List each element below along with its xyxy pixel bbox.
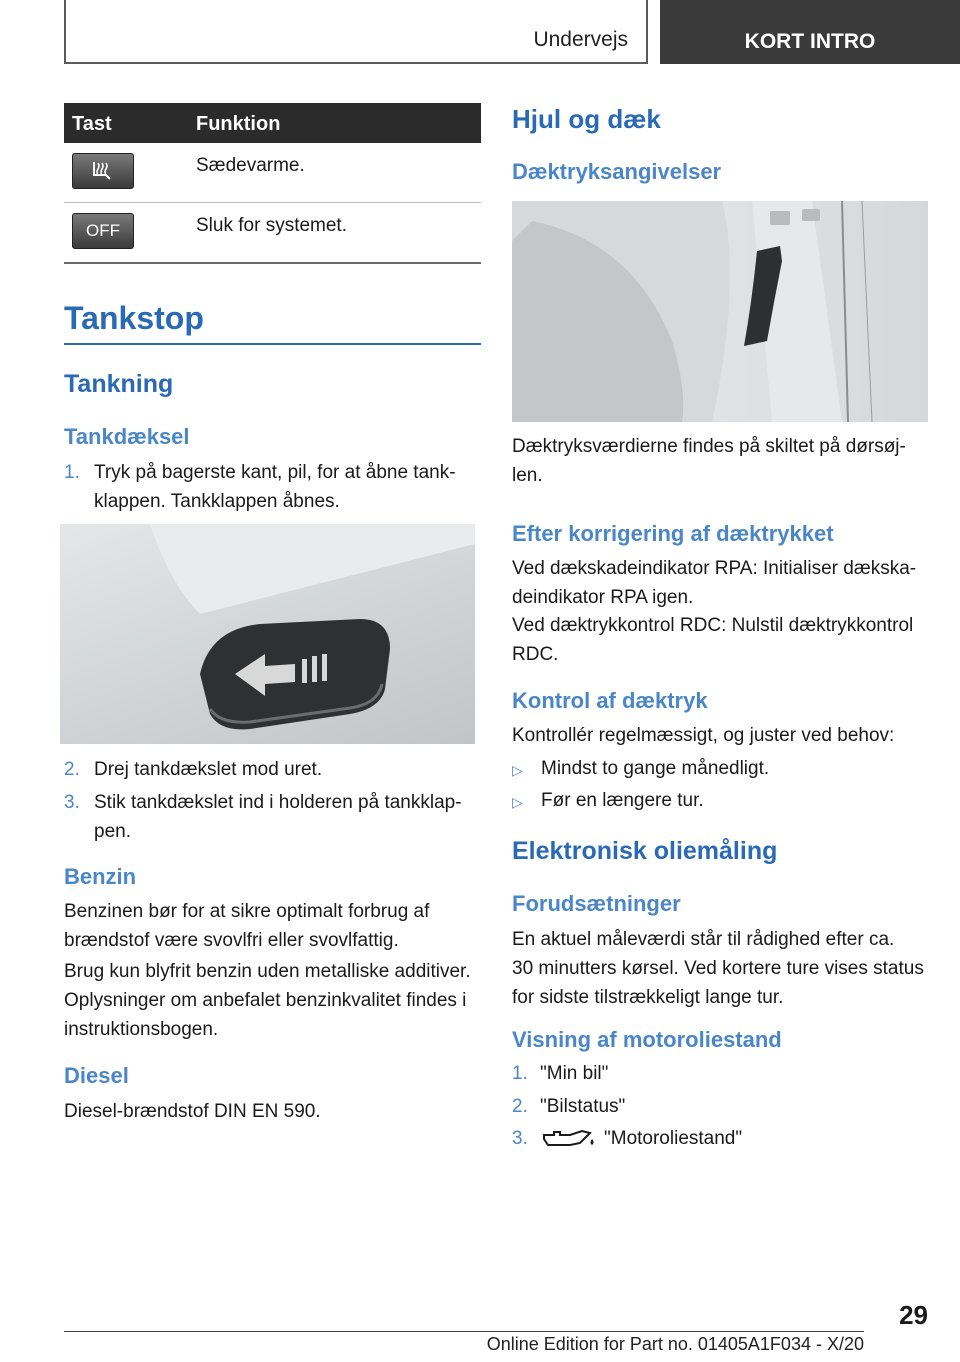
table-row bbox=[64, 203, 481, 264]
step-text: Tryk på bagerste kant, pil, for at åbne tank‐ bbox=[94, 462, 456, 483]
table-cell-function: Sædevarme. bbox=[196, 155, 305, 176]
step-text: pen. bbox=[94, 821, 131, 842]
text-line: Benzinen bør for at sikre optimalt forbrug af bbox=[64, 901, 430, 922]
heading-tire-check: Kontrol af dæktryk bbox=[512, 688, 708, 713]
step-text: klappen. Tankklappen åbnes. bbox=[94, 491, 340, 512]
step-text: "Bilstatus" bbox=[540, 1096, 626, 1117]
table-header bbox=[64, 103, 481, 143]
list-item bbox=[64, 755, 481, 784]
paragraph bbox=[512, 432, 930, 490]
text-line: for sidste tilstrækkeligt lange tur. bbox=[512, 987, 784, 1008]
paragraph: Brug kun blyfrit benzin uden metalliske additiver. bbox=[64, 961, 471, 982]
heading-prerequisites: Forudsætninger bbox=[512, 891, 681, 916]
fuel-cap-image bbox=[60, 524, 475, 744]
header-section-box bbox=[64, 0, 648, 64]
step-text: "Min bil" bbox=[540, 1063, 609, 1084]
paragraph bbox=[64, 897, 481, 955]
text-line: brændstof være svovlfri eller svovlfattig. bbox=[64, 930, 399, 951]
oil-can-icon bbox=[540, 1127, 598, 1151]
table-row bbox=[64, 143, 481, 203]
table-col-key: Tast bbox=[72, 113, 112, 135]
heading-after-correction: Efter korrigering af dæktrykket bbox=[512, 521, 834, 546]
door-pillar-image bbox=[512, 201, 928, 422]
step-number: 2. bbox=[64, 759, 80, 780]
bullet-text: Mindst to gange månedligt. bbox=[541, 758, 770, 779]
footer-edition: Online Edition for Part no. 01405A1F034 - X/20 bbox=[486, 1334, 864, 1354]
text-line: Ved dækskadeindikator RPA: Initialiser dækska‐ bbox=[512, 558, 917, 579]
footer-rule bbox=[64, 1331, 864, 1332]
paragraph bbox=[512, 925, 932, 1012]
step-text: Drej tankdækslet mod uret. bbox=[94, 759, 323, 780]
table-col-function: Funktion bbox=[196, 113, 281, 135]
section-title-tankstop: Tankstop bbox=[64, 300, 204, 336]
page-number: 29 bbox=[899, 1300, 928, 1330]
heading-tire-pressure: Dæktryksangivelser bbox=[512, 159, 722, 184]
list-item bbox=[512, 1092, 930, 1121]
bullet-text: Før en længere tur. bbox=[541, 790, 704, 811]
heading-diesel: Diesel bbox=[64, 1063, 129, 1088]
list-item bbox=[512, 754, 930, 783]
header-chapter-tab: KORT INTRO bbox=[660, 0, 960, 64]
section-rule bbox=[64, 343, 481, 345]
text-line: Oplysninger om anbefalet benzinkvalitet findes i bbox=[64, 990, 467, 1011]
subsection-title-tankning: Tankning bbox=[64, 370, 174, 398]
header-section-title: Undervejs bbox=[533, 28, 628, 51]
paragraph bbox=[512, 554, 930, 612]
section-title-wheels: Hjul og dæk bbox=[512, 104, 661, 134]
bullet-triangle-icon: ▷ bbox=[512, 794, 523, 810]
text-line: RDC. bbox=[512, 644, 559, 665]
step-number: 2. bbox=[512, 1096, 528, 1117]
paragraph bbox=[512, 611, 930, 669]
list-item bbox=[512, 1124, 930, 1153]
paragraph: Kontrollér regelmæssigt, og juster ved behov: bbox=[512, 725, 895, 746]
text-line: Ved dæktrykkontrol RDC: Nulstil dæktrykkontrol bbox=[512, 615, 914, 636]
text-line: deindikator RPA igen. bbox=[512, 587, 694, 608]
section-title-oil: Elektronisk oliemåling bbox=[512, 837, 778, 865]
list-item bbox=[512, 1059, 930, 1088]
text-line: 30 minutters kørsel. Ved kortere ture vises status bbox=[512, 958, 924, 979]
heading-oil-display: Visning af motoroliestand bbox=[512, 1027, 782, 1052]
off-button-icon: OFF bbox=[72, 213, 134, 249]
text-line: Dæktryksværdierne findes på skiltet på dørsøj‐ bbox=[512, 436, 906, 457]
text-line: En aktuel måleværdi står til rådighed efter ca. bbox=[512, 929, 895, 950]
list-item bbox=[64, 458, 481, 516]
table-cell-function: Sluk for systemet. bbox=[196, 215, 347, 236]
paragraph bbox=[64, 986, 481, 1044]
key-function-table bbox=[64, 103, 481, 264]
heading-tankdaeksel: Tankdæksel bbox=[64, 424, 190, 449]
bullet-triangle-icon: ▷ bbox=[512, 762, 523, 778]
seat-heating-icon bbox=[72, 153, 134, 189]
step-number: 1. bbox=[512, 1063, 528, 1084]
heading-benzin: Benzin bbox=[64, 864, 137, 889]
paragraph: Diesel-brændstof DIN EN 590. bbox=[64, 1101, 321, 1122]
step-number: 3. bbox=[512, 1128, 528, 1149]
list-item bbox=[64, 788, 481, 846]
text-line: instruktionsbogen. bbox=[64, 1019, 219, 1040]
text-line: len. bbox=[512, 465, 543, 486]
step-number: 1. bbox=[64, 462, 80, 483]
step-text: Stik tankdækslet ind i holderen på tankklap‐ bbox=[94, 792, 462, 813]
list-item bbox=[512, 786, 930, 815]
step-text: "Motoroliestand" bbox=[604, 1128, 743, 1149]
step-number: 3. bbox=[64, 792, 80, 813]
